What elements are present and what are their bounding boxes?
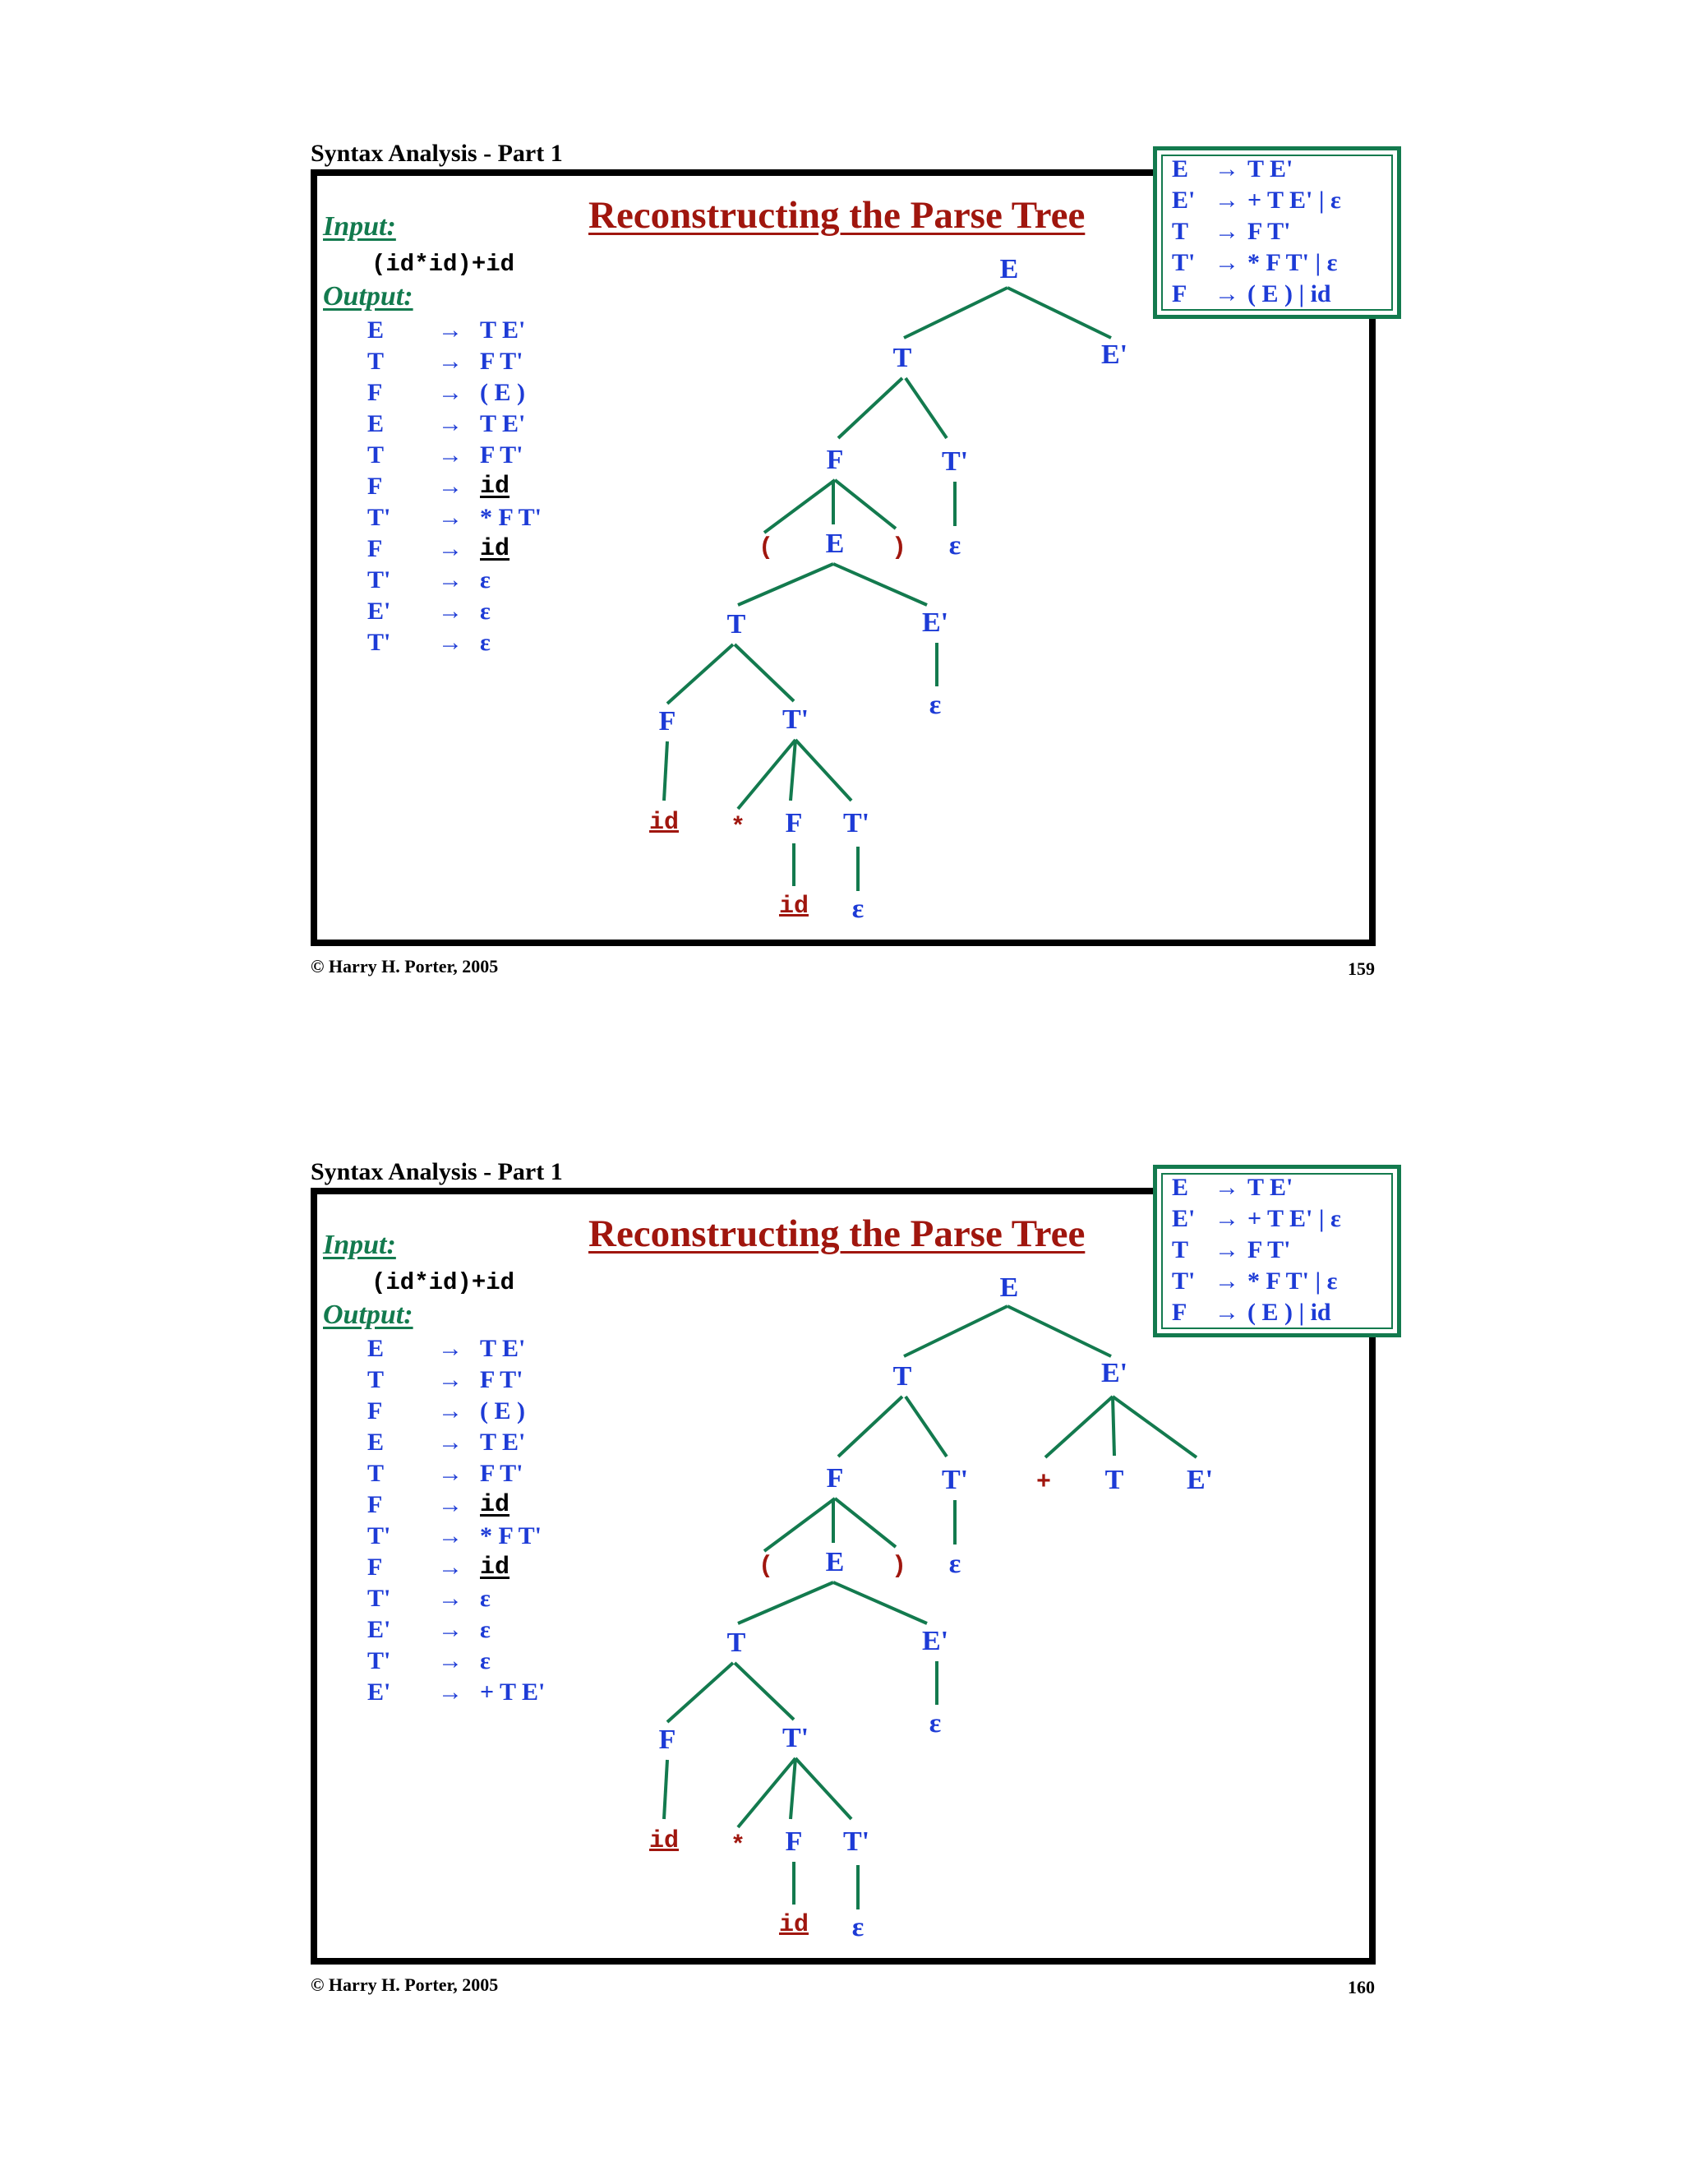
grammar-rule: E' → + T E' | ε xyxy=(1172,187,1341,214)
tree-node-id: id xyxy=(778,893,809,921)
arrow-icon: → xyxy=(1215,218,1239,245)
arrow-icon: → xyxy=(1215,249,1239,276)
arrow-icon: → xyxy=(438,1460,463,1487)
tree-node-F: F xyxy=(785,808,803,838)
tree-node-E-prime: E' xyxy=(1100,339,1128,370)
arrow-icon: → xyxy=(1215,187,1239,214)
tree-node-E-prime: E' xyxy=(921,1626,949,1656)
tree-node-T-prime: T' xyxy=(782,704,809,735)
grammar-rule: F → ( E ) | id xyxy=(1172,1299,1331,1326)
tree-node-epsilon: ε xyxy=(948,530,961,561)
tree-node-star: * xyxy=(730,814,746,842)
tree-node-F: F xyxy=(826,1463,844,1494)
tree-node-plus: + xyxy=(1035,1469,1052,1497)
tree-node-lparen: ( xyxy=(758,1553,774,1581)
tree-edge xyxy=(904,288,1007,338)
tree-edge xyxy=(764,480,835,533)
arrow-icon: → xyxy=(438,316,463,344)
tree-edge xyxy=(838,1397,902,1457)
tree-node-F: F xyxy=(658,706,676,736)
grammar-rule: E → T E' xyxy=(1172,1174,1293,1201)
tree-edge xyxy=(791,1758,795,1819)
tree-node-epsilon: ε xyxy=(851,1912,865,1942)
tree-node-T: T xyxy=(892,343,912,373)
tree-node-F: F xyxy=(826,445,844,475)
tree-node-rparen: ) xyxy=(891,1553,907,1581)
tree-edge xyxy=(1045,1397,1113,1457)
tree-node-epsilon: ε xyxy=(948,1549,961,1579)
arrow-icon: → xyxy=(1215,155,1239,182)
grammar-rule: F → ( E ) | id xyxy=(1172,280,1331,307)
grammar-rule: E → T E' xyxy=(1172,155,1293,182)
arrow-icon: → xyxy=(438,1616,463,1643)
tree-edge xyxy=(833,564,927,605)
tree-node-F: F xyxy=(785,1826,803,1857)
arrow-icon: → xyxy=(438,410,463,437)
tree-node-T-prime: T' xyxy=(842,1826,870,1857)
tree-node-E: E xyxy=(999,1272,1019,1303)
grammar-rule: T' → * F T' | ε xyxy=(1172,249,1338,276)
tree-node-T: T xyxy=(726,1628,746,1658)
arrow-icon: → xyxy=(438,1678,463,1706)
tree-edge xyxy=(838,378,902,438)
arrow-icon: → xyxy=(438,629,463,656)
page-number: 160 xyxy=(1348,1977,1375,1997)
arrow-icon: → xyxy=(438,504,463,531)
tree-node-E-prime: E' xyxy=(921,607,949,638)
grammar-box xyxy=(1153,146,1401,319)
arrow-icon: → xyxy=(1215,1174,1239,1201)
slide-159: Syntax Analysis - Part 1 Reconstructing the Parse Tree Input: (id*id)+id Output: E → T E' T → F T' F → ( E ) E → T E' T → F T' F → id T' → * F T' F → id T' → ε E' → ε T' → ε E T E' F T' ( E ) ε T E' ε F T' id * F T' id ε E → T E' E' → + T E' | ε T → F T' T' → * F T' | ε F → ( E ) | id © Harry H. Porter, 2005 159 xyxy=(0,146,1683,1166)
grammar-rule: T → F T' xyxy=(1172,1236,1291,1263)
tree-node-star: * xyxy=(730,1832,746,1860)
input-label: Input: xyxy=(323,1230,396,1260)
arrow-icon: → xyxy=(438,1585,463,1612)
grammar-box xyxy=(1153,1165,1401,1337)
arrow-icon: → xyxy=(438,535,463,562)
arrow-icon: → xyxy=(438,1647,463,1674)
tree-node-F: F xyxy=(658,1725,676,1755)
tree-node-id: id xyxy=(648,1827,680,1855)
tree-node-epsilon: ε xyxy=(851,893,865,924)
arrow-icon: → xyxy=(438,379,463,406)
copyright: © Harry H. Porter, 2005 xyxy=(311,956,499,977)
arrow-icon: → xyxy=(438,1335,463,1362)
tree-node-T-prime: T' xyxy=(782,1723,809,1753)
tree-edge xyxy=(1113,1397,1197,1457)
tree-edge xyxy=(738,1582,833,1623)
tree-node-T: T xyxy=(726,609,746,640)
arrow-icon: → xyxy=(1215,1267,1239,1295)
tree-node-lparen: ( xyxy=(758,534,774,562)
tree-edge xyxy=(664,741,667,801)
tree-edge xyxy=(738,740,795,809)
tree-edge xyxy=(1007,1306,1111,1356)
grammar-rule: E' → + T E' | ε xyxy=(1172,1205,1341,1232)
tree-edge xyxy=(1007,288,1111,338)
tree-edge xyxy=(795,1758,851,1819)
arrow-icon: → xyxy=(438,1429,463,1456)
input-string: (id*id)+id xyxy=(371,251,515,278)
arrow-icon: → xyxy=(438,473,463,500)
arrow-icon: → xyxy=(1215,1205,1239,1232)
tree-edge xyxy=(735,1663,794,1720)
arrow-icon: → xyxy=(438,1397,463,1424)
tree-edge xyxy=(835,1498,896,1547)
tree-edge xyxy=(667,1663,733,1722)
tree-node-E: E xyxy=(825,1547,845,1577)
tree-edge xyxy=(764,1498,835,1551)
tree-node-E-prime: E' xyxy=(1100,1358,1128,1388)
arrow-icon: → xyxy=(438,1366,463,1393)
output-label: Output: xyxy=(323,281,413,312)
tree-node-T-prime: T' xyxy=(842,808,870,838)
input-string: (id*id)+id xyxy=(371,1269,515,1296)
arrow-icon: → xyxy=(438,1522,463,1549)
tree-edge xyxy=(906,378,947,438)
tree-node-T-prime: T' xyxy=(941,1465,969,1495)
slide-title: Reconstructing the Parse Tree xyxy=(588,1212,1086,1255)
tree-edge xyxy=(735,644,794,701)
output-label: Output: xyxy=(323,1300,413,1330)
arrow-icon: → xyxy=(1215,1236,1239,1263)
arrow-icon: → xyxy=(438,598,463,625)
arrow-icon: → xyxy=(1215,1299,1239,1326)
arrow-icon: → xyxy=(1215,280,1239,307)
tree-edge xyxy=(664,1760,667,1819)
tree-node-id: id xyxy=(648,809,680,837)
tree-edge xyxy=(833,1582,927,1623)
tree-edge xyxy=(835,480,896,529)
tree-node-T-prime: T' xyxy=(941,446,969,477)
slide-header: Syntax Analysis - Part 1 xyxy=(311,140,563,167)
tree-node-epsilon: ε xyxy=(929,690,942,720)
arrow-icon: → xyxy=(438,441,463,469)
tree-edge xyxy=(906,1397,947,1457)
tree-node-rparen: ) xyxy=(891,534,907,562)
tree-edge xyxy=(791,740,795,801)
page-number: 159 xyxy=(1348,958,1375,979)
tree-node-epsilon: ε xyxy=(929,1708,942,1738)
slide-title: Reconstructing the Parse Tree xyxy=(588,194,1086,237)
copyright: © Harry H. Porter, 2005 xyxy=(311,1974,499,1995)
grammar-rule: T → F T' xyxy=(1172,218,1291,245)
tree-edge xyxy=(738,564,833,605)
grammar-rule: T' → * F T' | ε xyxy=(1172,1267,1338,1295)
parse-tree xyxy=(0,146,1683,1166)
arrow-icon: → xyxy=(438,1554,463,1581)
tree-edge xyxy=(795,740,851,801)
tree-node-id: id xyxy=(778,1911,809,1939)
tree-node-E: E xyxy=(999,254,1019,284)
arrow-icon: → xyxy=(438,566,463,593)
arrow-icon: → xyxy=(438,348,463,375)
input-label: Input: xyxy=(323,211,396,242)
tree-node-E: E xyxy=(825,529,845,559)
tree-node-T: T xyxy=(1104,1465,1124,1495)
slide-header: Syntax Analysis - Part 1 xyxy=(311,1158,563,1185)
tree-edge xyxy=(904,1306,1007,1356)
tree-node-E-prime: E' xyxy=(1186,1465,1214,1495)
arrow-icon: → xyxy=(438,1491,463,1518)
parse-tree xyxy=(0,1165,1683,2184)
tree-edge xyxy=(1113,1397,1114,1456)
slide-160: Syntax Analysis - Part 1 Reconstructing the Parse Tree Input: (id*id)+id Output: E → T E' T → F T' F → ( E ) E → T E' T → F T' F → id T' → * F T' F → id T' → ε E' → ε T' → ε E' → + T E' E T E' F T' + T E' ( E ) ε T E' ε F T' id * F T' id ε E → T E' E' → + T E' | ε T → F T' T' → * F T' | ε F → ( E ) | id © Harry H. Porter, 2005 160 xyxy=(0,1165,1683,2184)
tree-node-T: T xyxy=(892,1361,912,1392)
tree-edge xyxy=(667,644,733,704)
tree-edge xyxy=(738,1758,795,1827)
